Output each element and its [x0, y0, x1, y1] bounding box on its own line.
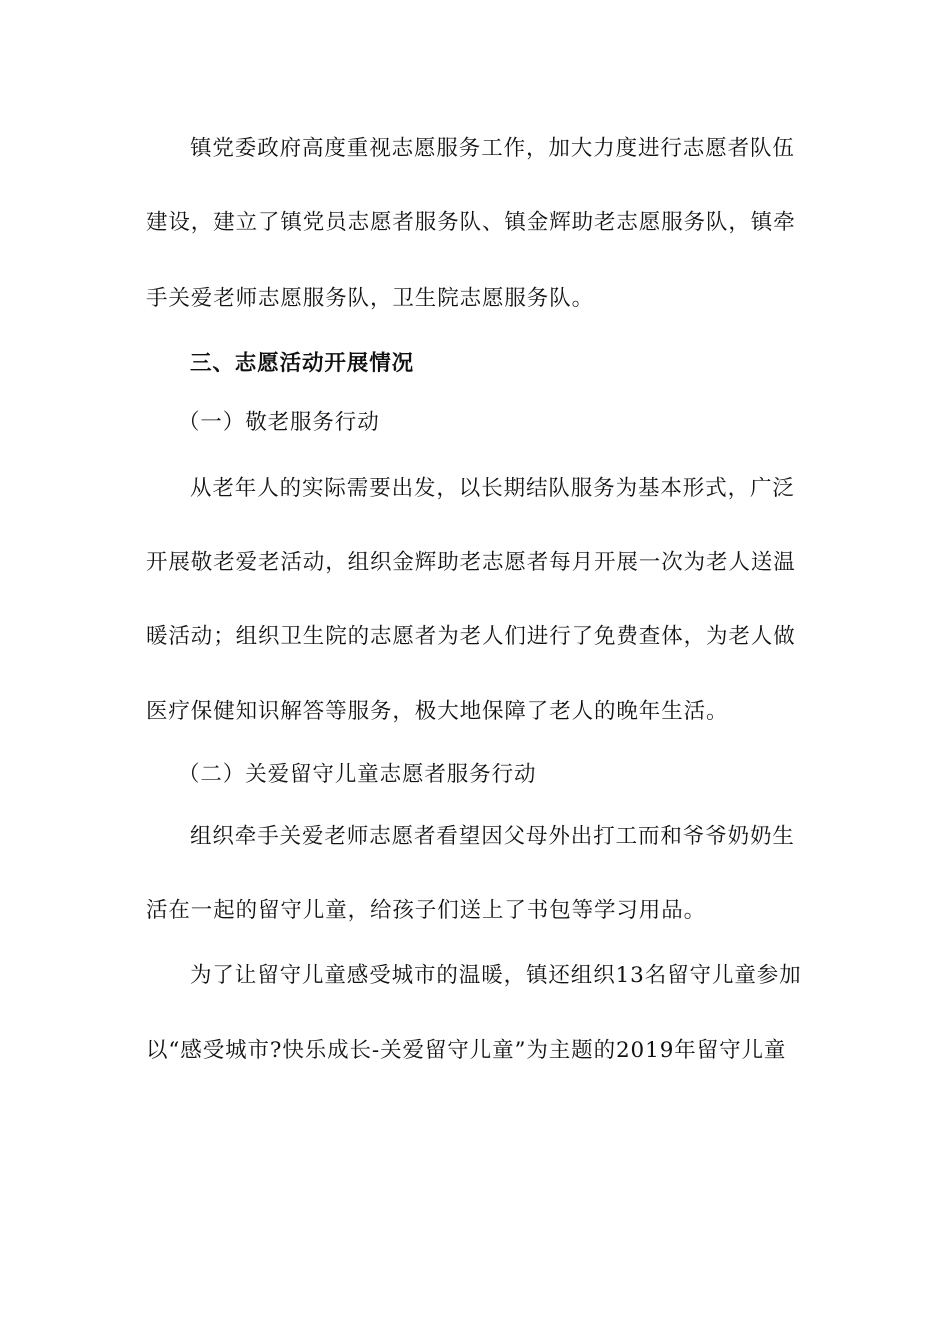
paragraph-line: 暖活动；组织卫生院的志愿者为老人们进行了免费查体，为老人做	[146, 624, 796, 649]
paragraph-line: 为了让留守儿童感受城市的温暖，镇还组织13名留守儿童参加	[190, 963, 802, 988]
subsection-heading: （二）关爱留守儿童志愿者服务行动	[178, 762, 537, 787]
paragraph-line: 从老年人的实际需要出发，以长期结队服务为基本形式，广泛	[190, 476, 795, 501]
paragraph-line: 医疗保健知识解答等服务，极大地保障了老人的晚年生活。	[146, 699, 729, 724]
paragraph-line: 镇党委政府高度重视志愿服务工作，加大力度进行志愿者队伍	[190, 136, 795, 161]
paragraph-line: 活在一起的留守儿童，给孩子们送上了书包等学习用品。	[146, 898, 707, 923]
paragraph-line: 以“感受城市?快乐成长-关爱留守儿童”为主题的2019年留守儿童	[146, 1038, 787, 1063]
subsection-heading: （一）敬老服务行动	[178, 410, 380, 435]
paragraph-line: 组织牵手关爱老师志愿者看望因父母外出打工而和爷爷奶奶生	[190, 824, 795, 849]
paragraph-line: 建设，建立了镇党员志愿者服务队、镇金辉助老志愿服务队，镇牵	[146, 210, 796, 235]
paragraph-line: 开展敬老爱老活动，组织金辉助老志愿者每月开展一次为老人送温	[146, 550, 796, 575]
section-heading: 三、志愿活动开展情况	[190, 351, 415, 376]
paragraph-line: 手关爱老师志愿服务队，卫生院志愿服务队。	[146, 286, 595, 311]
